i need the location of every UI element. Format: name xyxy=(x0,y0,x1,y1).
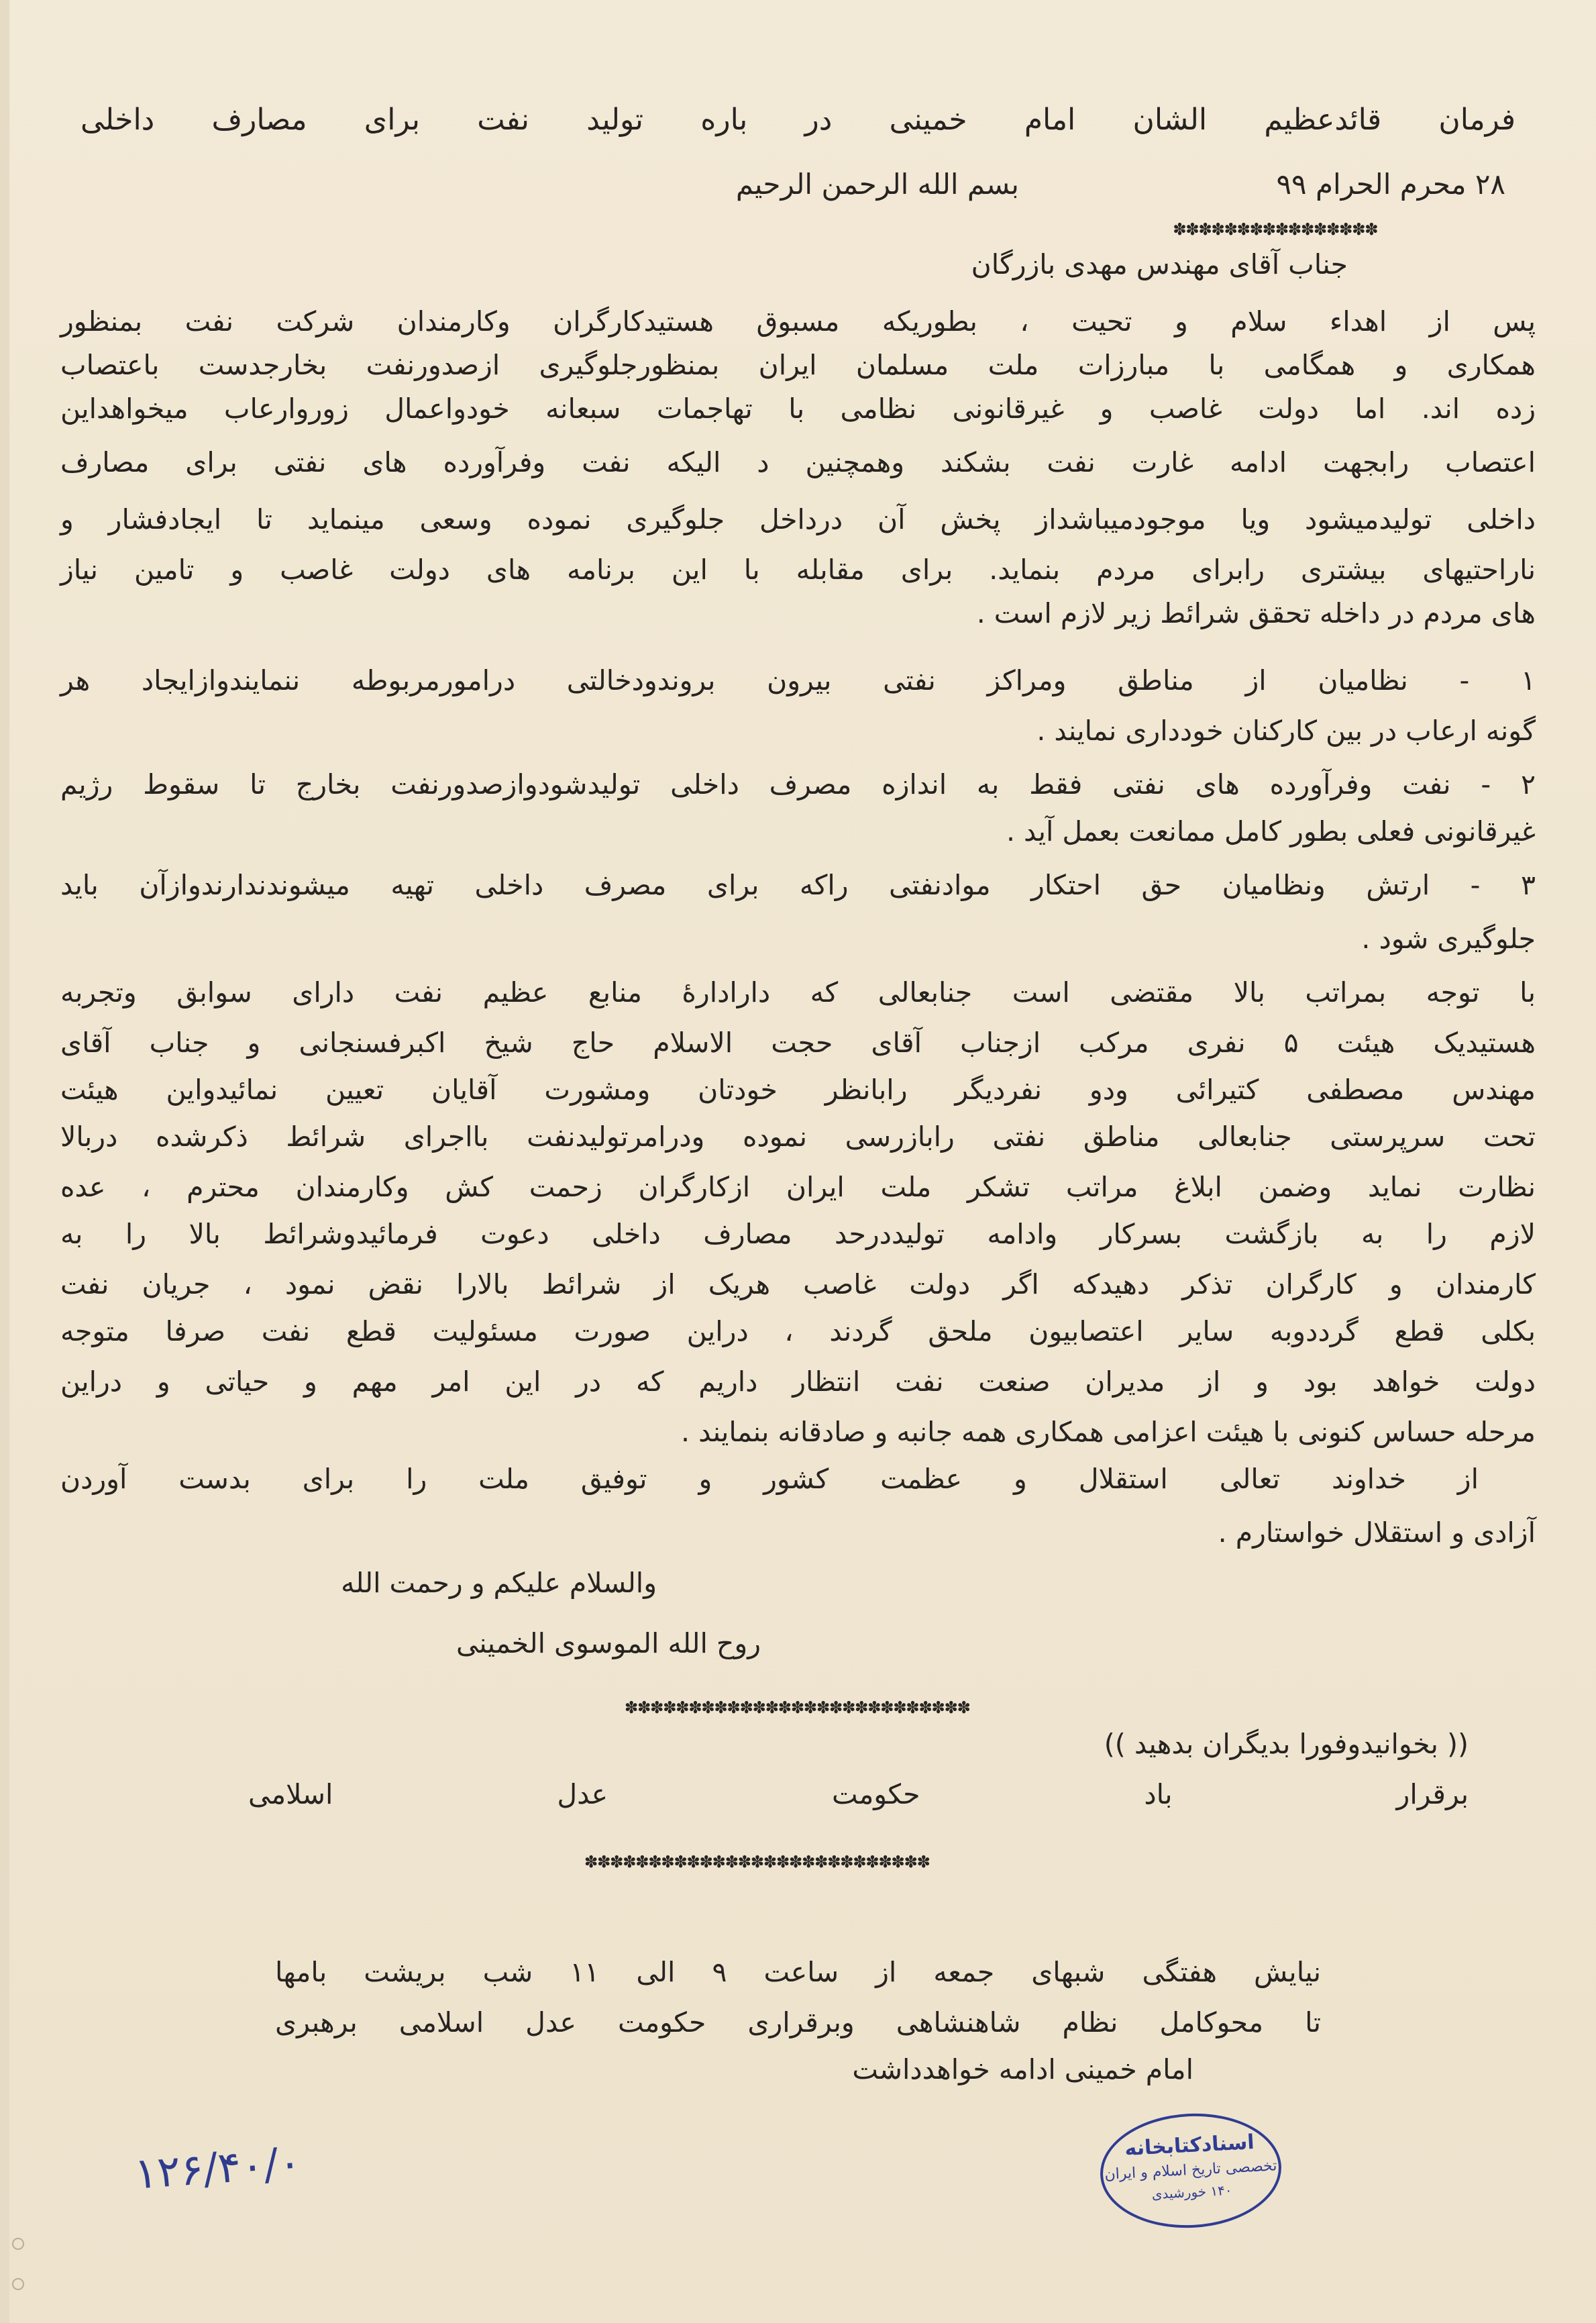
list-item-line: ۲ - نفت وفرآورده های نفتی فقط به اندازه مصرف داخلی تولیدشودوازصدورنفت بخارج تا سقوط رژیم xyxy=(60,768,1536,801)
body-line: ناراحتیهای بیشتری رابرای مردم بنماید. برای مقابله با این برنامه های دولت غاصب و تامین نیاز xyxy=(60,554,1536,586)
closing-line: لازم را به بازگشت بسرکار وادامه تولیددرحد مصارف داخلی دعوت فرمائیدوشرائط بالا را به xyxy=(60,1218,1536,1250)
star-divider: ✽✽✽✽✽✽✽✽✽✽✽✽✽✽✽✽ xyxy=(1173,217,1379,240)
list-item-line: ۳ - ارتش ونظامیان حق احتکار موادنفتی راکه برای مصرف داخلی تهیه میشوندندارندوازآن باید xyxy=(60,869,1536,901)
closing-line: هستیدیک هیئت ۵ نفری مرکب ازجناب آقای حجت الاسلام حاج شیخ اکبرفسنجانی و جناب آقای xyxy=(60,1027,1536,1059)
closing-line: با توجه بمراتب بالا مقتضی است جنابعالی که دارادارهٔ منابع عظیم نفت دارای سوابق وتجربه xyxy=(60,976,1536,1009)
handwritten-archive-number: ۱۲۶/۴۰/۰ xyxy=(132,2138,303,2200)
stamp-line: اسنادکتابخانه xyxy=(1124,2130,1255,2161)
document-date: ۲۸ محرم الحرام ۹۹ xyxy=(1276,168,1505,201)
closing-line: مهندس مصطفی کتیرائی ودو نفردیگر رابانظر خودتان ومشورت آقایان تعیین نمائیدواین هیئت xyxy=(60,1074,1536,1106)
star-divider: ✽✽✽✽✽✽✽✽✽✽✽✽✽✽✽✽✽✽✽✽✽✽✽✽✽✽✽ xyxy=(625,1695,971,1718)
closing-line: تحت سرپرستی جنابعالی مناطق نفتی رابازرسی نموده ودرامرتولیدنفت بااجرای شرائط ذکرشده دربالا xyxy=(60,1121,1536,1153)
body-line: های مردم در داخله تحقق شرائط زیر لازم است . xyxy=(976,597,1536,629)
body-line: همکاری و همگامی با مبارزات ملت مسلمان ایران بمنظورجلوگیری ازصدورنفت بخارجدست باعتصاب xyxy=(60,349,1536,381)
signature: روح الله الموسوی الخمینی xyxy=(456,1627,761,1659)
salutation: والسلام علیکم و رحمت الله xyxy=(341,1567,657,1599)
footer-line: نیایش هفتگی شبهای جمعه از ساعت ۹ الی ۱۱ شب بریشت بامها xyxy=(275,1956,1321,1988)
closing-line: آزادی و استقلال خواستارم . xyxy=(1218,1516,1536,1549)
read-and-pass-note: (( بخوانیدوفورا بدیگران بدهید )) xyxy=(1104,1728,1469,1760)
closing-line: کارمندان و کارگران تذکر دهیدکه اگر دولت غاصب هریک از شرائط بالارا نقض نمود ، جریان نفت xyxy=(60,1268,1536,1300)
closing-line: دولت خواهد بود و از مدیران صنعت نفت انتظار داریم که در این امر مهم و حیاتی و دراین xyxy=(60,1365,1536,1398)
addressee: جناب آقای مهندس مهدی بازرگان xyxy=(971,248,1348,280)
star-divider: ✽✽✽✽✽✽✽✽✽✽✽✽✽✽✽✽✽✽✽✽✽✽✽✽✽✽✽ xyxy=(585,1849,930,1873)
stamp-line: ۱۴۰ خورشیدی xyxy=(1151,2181,1233,2203)
basmala: بسم الله الرحمن الرحیم xyxy=(735,168,1019,201)
footer-line: امام خمینی ادامه خواهدداشت xyxy=(852,2053,1193,2085)
list-item-line: گونه ارعاب در بین کارکنان خودداری نمایند . xyxy=(1036,715,1536,747)
document-title: فرمان قائدعظیم الشان امام خمینی در باره تولید نفت برای مصارف داخلی xyxy=(81,103,1515,137)
list-item-line: جلوگیری شود . xyxy=(1361,923,1536,955)
closing-line: نظارت نماید وضمن ابلاغ مراتب تشکر ملت ایران ازکارگران زحمت کش وکارمندان محترم ، عده xyxy=(60,1171,1536,1203)
body-line: زده اند. اما دولت غاصب و غیرقانونی نظامی با تهاجمات سبعانه خودواعمال زوروارعاب میخواهداین xyxy=(60,393,1536,425)
list-item-line: ۱ - نظامیان از مناطق ومراکز نفتی بیرون بروندودخالتی درامورمربوطه ننمایندوازایجاد هر xyxy=(60,664,1536,696)
closing-line: مرحله حساس کنونی با هیئت اعزامی همکاری همه جانبه و صادقانه بنمایند . xyxy=(681,1416,1536,1448)
closing-line: از خداوند تعالی استقلال و عظمت کشور و توفیق ملت را برای بدست آوردن xyxy=(60,1463,1479,1495)
list-item-line: غیرقانونی فعلی بطور کامل ممانعت بعمل آید . xyxy=(1006,815,1536,847)
slogan: برقرار باد حکومت عدل اسلامی xyxy=(248,1778,1469,1810)
library-stamp xyxy=(1098,2109,1285,2232)
body-line: پس از اهداء سلام و تحیت ، بطوریکه مسبوق هستیدکارگران وکارمندان شرکت نفت بمنظور xyxy=(60,305,1536,338)
stamp-line: تخصصی تاریخ اسلام و ایران xyxy=(1104,2157,1278,2183)
body-line: داخلی تولیدمیشود ویا موجودمیباشداز پخش آن درداخل جلوگیری نموده وسعی مینماید تا ایجادفشار و xyxy=(60,503,1536,535)
punch-hole xyxy=(12,2238,24,2250)
body-line: اعتصاب رابجهت ادامه غارت نفت بشکند وهمچنین د الیکه نفت وفرآورده های نفتی برای مصارف xyxy=(60,446,1536,478)
punch-hole xyxy=(12,2278,24,2290)
closing-line: بکلی قطع گرددوبه سایر اعتصابیون ملحق گردند ، دراین صورت مسئولیت قطع نفت صرفا متوجه xyxy=(60,1315,1536,1347)
footer-line: تا محوکامل نظام شاهنشاهی وبرقراری حکومت عدل اسلامی برهبری xyxy=(275,2006,1321,2038)
